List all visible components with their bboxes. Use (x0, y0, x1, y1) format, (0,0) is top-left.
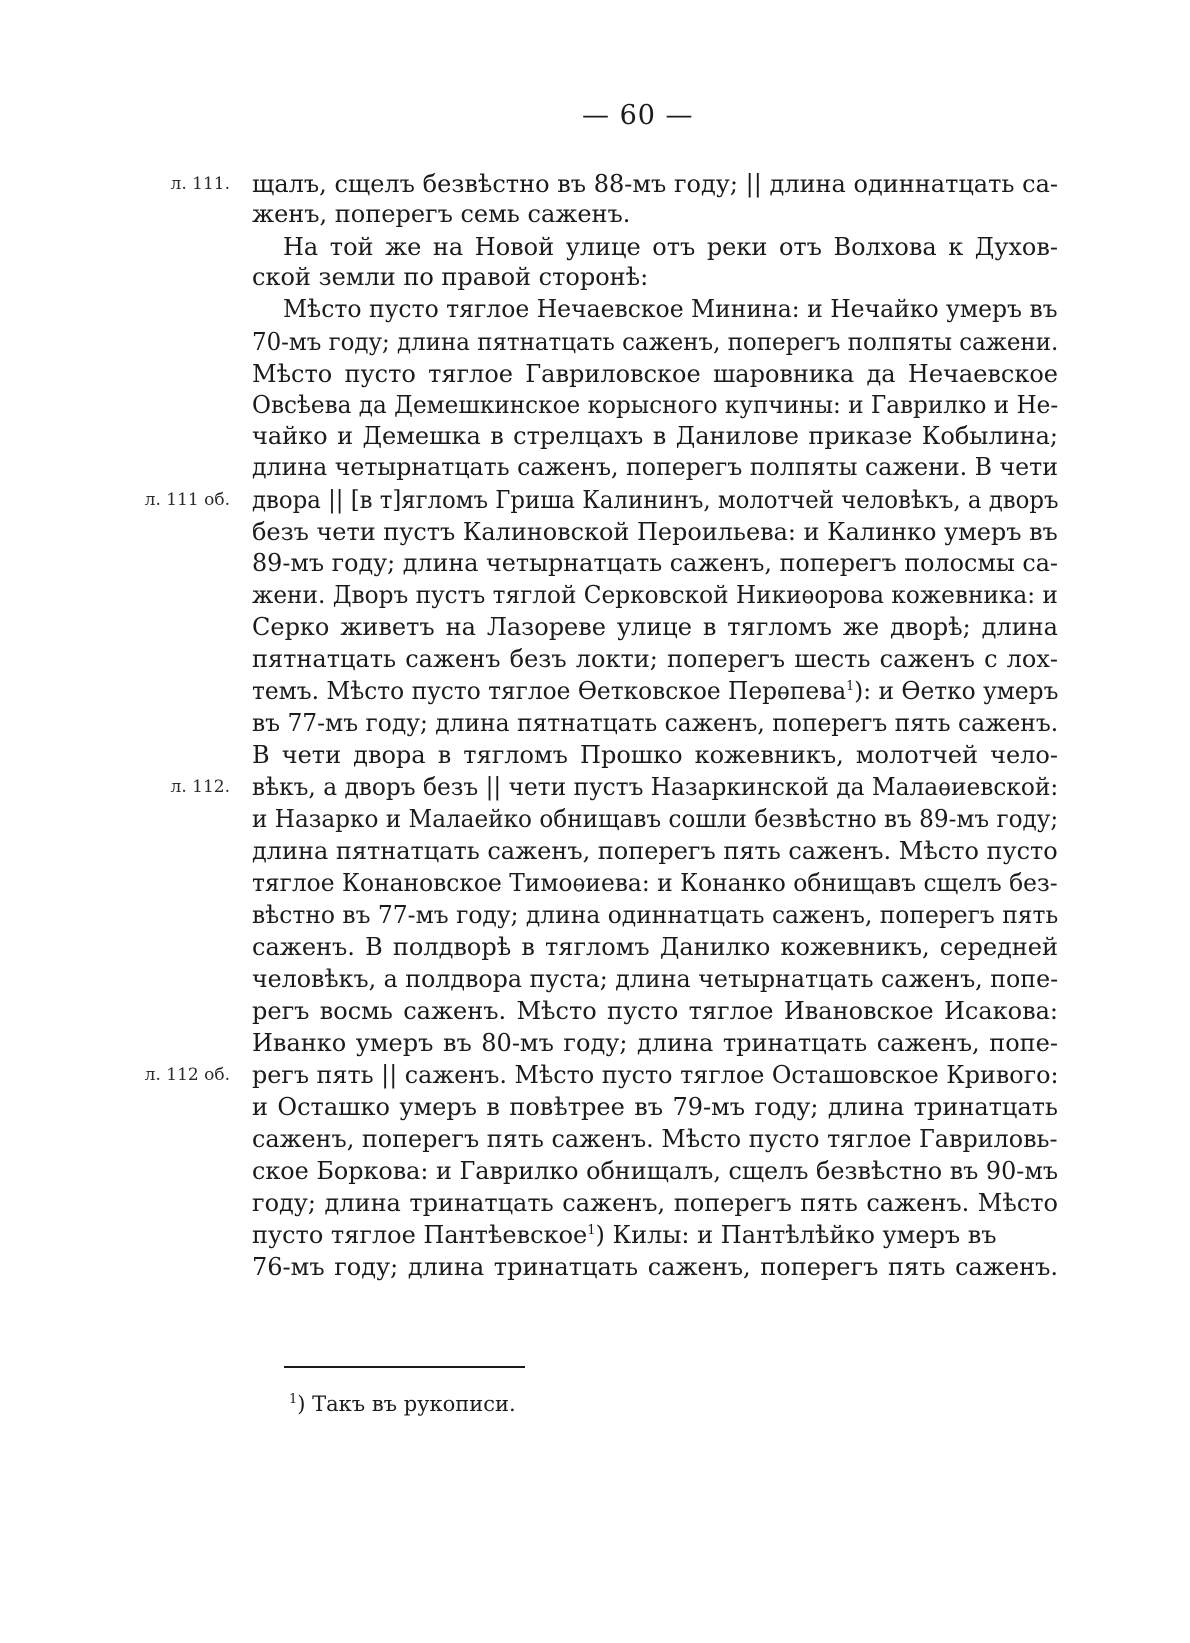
text-line (252, 676, 1058, 706)
text-line-part: ) Килы: и Пантѣлѣйко умеръ въ (595, 1221, 997, 1249)
footnote-text: ) Такъ въ рукописи. (297, 1392, 516, 1416)
text-line: 76-мъ году; длина тринатцать саженъ, поперегъ пять саженъ. (252, 1253, 1058, 1281)
text-line: 70-мъ году; длина пятнатцать саженъ, поперегъ полпяты сажени. (252, 328, 1059, 356)
text-line: чайко и Демешка в стрелцахъ в Данилове приказе Кобылина; (252, 422, 1058, 450)
margin-folio-note: л. 111. (170, 174, 230, 194)
text-line: На той же на Новой улице отъ реки отъ Волхова к Духов- (283, 233, 1058, 261)
text-line: В чети двора в тягломъ Прошко кожевникъ, молотчей чело- (252, 741, 1058, 769)
text-line-part: пусто тяглое Пантѣевское (252, 1221, 588, 1249)
margin-folio-note: л. 111 об. (144, 490, 230, 510)
text-line: Овсѣева да Демешкинское корысного купчины: и Гаврилко и Не- (252, 391, 1059, 419)
text-line: и Назарко и Малаейко обнищавъ сошли безвѣстно въ 89-мъ году; (252, 805, 1059, 833)
text-line: длина пятнатцать саженъ, поперегъ пять саженъ. Мѣсто пусто (252, 837, 1058, 865)
text-line (252, 1220, 997, 1250)
text-line: ской земли по правой сторонѣ: (252, 263, 649, 291)
text-line: пятнатцать саженъ безъ локти; поперегъ шесть саженъ с лох- (252, 645, 1058, 673)
text-line: человѣкъ, а полдвора пуста; длина четырнатцать саженъ, попе- (252, 965, 1059, 993)
text-line-part: темъ. Мѣсто пусто тяглое Ѳетковское Перѳпева (252, 677, 847, 705)
text-line: ское Боркова: и Гаврилко обнищалъ, сщелъ безвѣстно въ 90-мъ (252, 1157, 1059, 1185)
text-line: длина четырнатцать саженъ, поперегъ полпяты сажени. В чети (252, 453, 1059, 481)
text-line: въ 77-мъ году; длина пятнатцать саженъ, поперегъ пять саженъ. (252, 709, 1059, 737)
margin-folio-note: л. 112 об. (144, 1065, 230, 1085)
text-line: Иванко умеръ въ 80-мъ году; длина тринатцать саженъ, попе- (252, 1029, 1058, 1057)
text-line: жени. Дворъ пустъ тяглой Серковской Никиѳорова кожевника: и (252, 581, 1058, 609)
text-line: регъ пять || саженъ. Мѣсто пусто тяглое Осташовское Кривого: (252, 1061, 1059, 1089)
text-line: двора || [в т]ягломъ Гриша Калининъ, молотчей человѣкъ, а дворъ (252, 486, 1059, 514)
text-line: Серко живетъ на Лазореве улице в тягломъ же дворѣ; длина (252, 613, 1058, 641)
text-line: и Осташко умеръ в повѣтрее въ 79-мъ году; длина тринатцать (252, 1093, 1058, 1121)
text-line: 89-мъ году; длина четырнатцать саженъ, поперегъ полосмы са- (252, 549, 1058, 577)
text-line: вѣкъ, а дворъ безъ || чети пустъ Назаркинской да Малаѳиевской: (252, 773, 1059, 801)
text-line: безъ чети пустъ Калиновской Пероильева: и Калинко умеръ въ (252, 518, 1058, 546)
footnote-marker: 1 (587, 1223, 596, 1238)
text-line: году; длина тринатцать саженъ, поперегъ пять саженъ. Мѣсто (252, 1189, 1058, 1217)
footnote (289, 1390, 516, 1418)
text-line: Мѣсто пусто тяглое Нечаевское Минина: и Нечайко умеръ въ (283, 295, 1058, 323)
margin-folio-note: л. 112. (170, 777, 230, 797)
text-line: Мѣсто пусто тяглое Гавриловское шаровника да Нечаевское (252, 360, 1058, 388)
page-number: — 60 — (582, 100, 694, 131)
text-line: вѣстно въ 77-мъ году; длина одиннатцать саженъ, поперегъ пять (252, 901, 1059, 929)
text-line: саженъ, поперегъ пять саженъ. Мѣсто пусто тяглое Гавриловь- (252, 1125, 1058, 1153)
text-line: саженъ. В полдворѣ в тягломъ Данилко кожевникъ, середней (252, 933, 1058, 961)
footnote-marker: 1 (846, 679, 855, 694)
text-line: женъ, поперегъ семь саженъ. (252, 200, 631, 228)
text-line: регъ восмь саженъ. Мѣсто пусто тяглое Ивановское Исакова: (252, 997, 1058, 1025)
footnote-marker: 1 (289, 1392, 298, 1407)
text-line: щалъ, сщелъ безвѣстно въ 88-мъ году; || длина одиннатцать са- (252, 170, 1058, 198)
text-line-part: ): и Ѳетко умеръ (854, 677, 1059, 705)
text-line: тяглое Конановское Тимоѳиева: и Конанко обнищавъ сщелъ без- (252, 869, 1058, 897)
footnote-divider (284, 1366, 525, 1368)
